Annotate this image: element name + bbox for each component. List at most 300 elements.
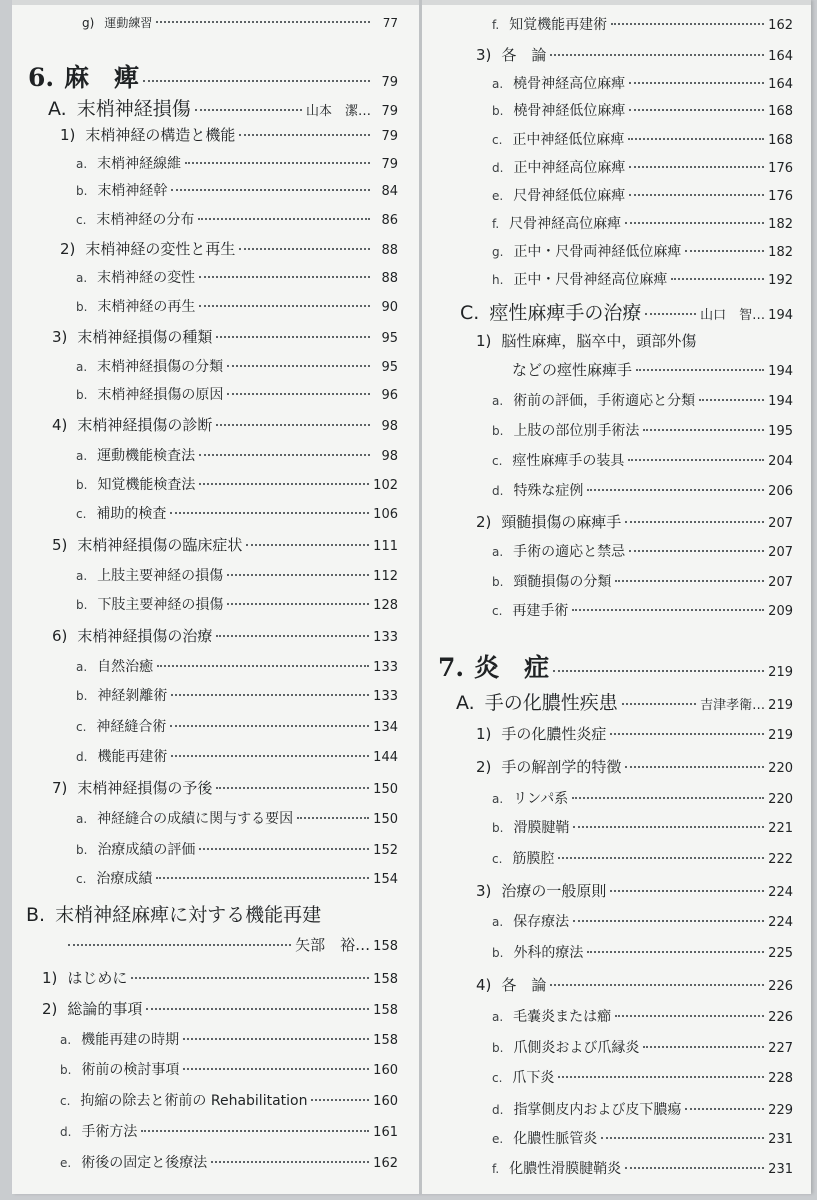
toc-entry — [76, 180, 398, 200]
entry-page-number: 164 — [768, 77, 793, 92]
toc-entry — [492, 213, 793, 233]
entry-page-number: 79 — [381, 104, 398, 119]
entry-number: c. — [492, 1071, 503, 1085]
dot-leader — [227, 603, 369, 605]
toc-entry — [76, 656, 398, 676]
entry-title: などの痙性麻痺手 — [512, 361, 633, 379]
dot-leader — [216, 424, 370, 426]
entry-number: 3) — [476, 882, 492, 900]
entry-title: 治療の一般原則 — [501, 882, 607, 900]
entry-page-number: 194 — [768, 394, 793, 409]
entry-title: 知覚機能再建術 — [509, 17, 608, 33]
entry-title: 筋膜腔 — [512, 851, 555, 867]
toc-entry — [476, 880, 793, 901]
entry-title: 正中・尺骨神経高位麻痺 — [513, 272, 668, 288]
entry-page-number: 158 — [373, 1003, 398, 1018]
dot-leader — [615, 580, 764, 582]
toc-entry — [476, 974, 793, 995]
dot-leader — [216, 635, 369, 637]
entry-page-number: 194 — [768, 308, 793, 323]
entry-title: 手の化膿性炎症 — [501, 725, 607, 743]
entry-number: b. — [76, 843, 88, 857]
dot-leader — [573, 826, 764, 828]
entry-number: f. — [492, 1162, 500, 1176]
entry-title: 運動機能検査法 — [97, 448, 196, 464]
entry-number: 1) — [476, 725, 492, 743]
toc-entry — [492, 450, 793, 470]
dot-leader — [199, 454, 370, 456]
dot-leader — [550, 54, 764, 56]
toc-entry — [492, 73, 793, 93]
toc-entry — [42, 967, 398, 988]
entry-number: b. — [492, 1041, 504, 1055]
entry-title: 神経縫合術 — [96, 719, 167, 735]
entry-number: A. — [456, 692, 475, 714]
entry-number: 2) — [42, 1000, 58, 1018]
entry-title: 橈骨神経高位麻痺 — [513, 76, 626, 92]
toc-entry — [76, 209, 398, 229]
entry-number: a. — [492, 394, 504, 408]
toc-entry — [76, 474, 398, 494]
entry-title: 頸髄損傷の麻痺手 — [501, 513, 622, 531]
dot-leader — [671, 278, 764, 280]
entry-title: 末梢神経の分布 — [96, 212, 195, 228]
entry-page-number: 224 — [768, 885, 793, 900]
dot-leader — [171, 755, 369, 757]
entry-number: 2) — [60, 240, 76, 258]
dot-leader — [157, 665, 369, 667]
toc-entry — [76, 384, 398, 404]
entry-title: 保存療法 — [513, 914, 570, 930]
toc-entry — [60, 1059, 398, 1079]
toc-entry — [512, 359, 793, 380]
toc-entry — [26, 900, 352, 927]
entry-number: 1) — [60, 126, 76, 144]
entry-page-number: 79 — [381, 75, 398, 90]
entry-title: 末梢神経損傷 — [76, 98, 191, 120]
entry-number: c. — [76, 507, 87, 521]
entry-title: 末梢神経線維 — [97, 156, 182, 172]
toc-entry — [492, 848, 793, 868]
dot-leader — [628, 138, 764, 140]
entry-title: 運動練習 — [104, 16, 153, 30]
entry-number: a. — [492, 792, 504, 806]
entry-page-number: 222 — [768, 852, 793, 867]
entry-title: 再建手術 — [512, 603, 569, 619]
toc-entry — [64, 934, 398, 955]
entry-page-number: 194 — [768, 364, 793, 379]
entry-number: 3) — [476, 46, 492, 64]
dot-leader — [628, 459, 764, 461]
toc-entry — [60, 1029, 398, 1049]
entry-author: 山口 智… — [700, 308, 766, 323]
entry-title: 知覚機能検査法 — [97, 477, 196, 493]
entry-number: d. — [76, 750, 88, 764]
toc-entry — [48, 94, 398, 121]
entry-number: b. — [76, 689, 88, 703]
entry-number: a. — [76, 660, 88, 674]
entry-page-number: 144 — [373, 750, 398, 765]
entry-author: 吉津孝衛… — [700, 698, 766, 713]
toc-entry — [76, 839, 398, 859]
dot-leader — [601, 1137, 764, 1139]
entry-page-number: 195 — [768, 424, 793, 439]
entry-number: e. — [492, 189, 504, 203]
dot-leader — [156, 21, 370, 23]
book-page — [12, 0, 811, 1194]
entry-title: 指掌側皮内および皮下膿瘍 — [513, 1102, 682, 1118]
entry-title: 手の化膿性疾患 — [484, 692, 618, 714]
entry-page-number: 224 — [768, 915, 793, 930]
dot-leader — [645, 313, 696, 315]
entry-number: c. — [492, 604, 503, 618]
entry-page-number: 112 — [373, 569, 398, 584]
toc-entry — [76, 808, 398, 828]
entry-author: 矢部 裕… — [295, 936, 371, 954]
toc-entry — [476, 756, 793, 777]
entry-page-number: 134 — [373, 720, 398, 735]
entry-number: 2) — [476, 513, 492, 531]
entry-page-number: 192 — [768, 273, 793, 288]
entry-title: 治療成績の評価 — [97, 842, 196, 858]
entry-number: e. — [60, 1156, 72, 1170]
dot-leader — [685, 1108, 764, 1110]
entry-number: b. — [492, 575, 504, 589]
entry-page-number: 168 — [768, 133, 793, 148]
dot-leader — [227, 574, 369, 576]
toc-entry — [52, 414, 398, 435]
entry-title: 橈骨神経低位麻痺 — [513, 103, 626, 119]
entry-number: f. — [492, 18, 500, 32]
dot-leader — [171, 694, 369, 696]
entry-page-number: 207 — [768, 545, 793, 560]
dot-leader — [610, 890, 764, 892]
toc-entry — [492, 100, 793, 120]
dot-leader — [68, 944, 291, 946]
dot-leader — [615, 1015, 764, 1017]
toc-entry — [492, 14, 793, 34]
dot-leader — [550, 984, 764, 986]
entry-page-number: 128 — [373, 598, 398, 613]
entry-number: d. — [492, 1103, 504, 1117]
dot-leader — [297, 817, 369, 819]
entry-number: a. — [60, 1033, 72, 1047]
entry-title: 爪下炎 — [512, 1070, 555, 1086]
dot-leader — [558, 1076, 764, 1078]
entry-number: b. — [76, 478, 88, 492]
entry-number: 4) — [52, 416, 68, 434]
toc-entry — [52, 534, 398, 555]
toc-entry — [82, 14, 398, 31]
entry-page-number: 86 — [381, 213, 398, 228]
toc-entry — [492, 420, 793, 440]
toc-entry — [438, 648, 793, 684]
dot-leader — [611, 23, 764, 25]
entry-page-number: 182 — [768, 217, 793, 232]
entry-title: 末梢神経損傷の予後 — [77, 779, 213, 797]
toc-entry — [492, 1099, 793, 1119]
entry-page-number: 88 — [381, 271, 398, 286]
toc-entry — [42, 998, 398, 1019]
entry-page-number: 158 — [373, 939, 398, 954]
dot-leader — [625, 521, 764, 523]
entry-number: 4) — [476, 976, 492, 994]
dot-leader — [171, 189, 370, 191]
entry-page-number: 84 — [381, 184, 398, 199]
entry-number: 5) — [52, 536, 68, 554]
entry-page-number: 111 — [373, 539, 398, 554]
entry-number: b. — [492, 104, 504, 118]
entry-number: b. — [76, 184, 88, 198]
entry-number: a. — [492, 545, 504, 559]
entry-title: 頸髄損傷の分類 — [513, 574, 612, 590]
toc-entry — [492, 1067, 793, 1087]
dot-leader — [572, 797, 764, 799]
dot-leader — [216, 787, 369, 789]
entry-page-number: 229 — [768, 1103, 793, 1118]
dot-leader — [625, 766, 764, 768]
entry-number: b. — [76, 388, 88, 402]
entry-title: 麻 痺 — [64, 63, 140, 92]
entry-title: 特殊な症例 — [513, 483, 584, 499]
entry-title: 拘縮の除去と術前の Rehabilitation — [80, 1093, 308, 1109]
dot-leader — [146, 1008, 369, 1010]
dot-leader — [183, 1038, 369, 1040]
entry-title: 神経剝離術 — [97, 688, 168, 704]
toc-entry — [456, 688, 793, 715]
entry-title: 術後の固定と後療法 — [81, 1155, 208, 1171]
toc-entry — [492, 1006, 793, 1026]
toc-entry — [492, 480, 793, 500]
entry-page-number: 227 — [768, 1041, 793, 1056]
dot-leader — [143, 80, 370, 82]
toc-entry — [60, 1121, 398, 1141]
entry-title: 末梢神経損傷の治療 — [77, 627, 213, 645]
dot-leader — [629, 194, 764, 196]
entry-page-number: 231 — [768, 1132, 793, 1147]
entry-number: 7) — [52, 779, 68, 797]
dot-leader — [227, 393, 370, 395]
entry-title: はじめに — [67, 969, 128, 987]
entry-number: A. — [48, 98, 67, 120]
toc-entry — [60, 1090, 398, 1110]
toc-entry — [492, 1158, 793, 1178]
toc-entry — [52, 777, 398, 798]
entry-title: 尺骨神経低位麻痺 — [513, 188, 626, 204]
dot-leader — [199, 483, 369, 485]
entry-number: c. — [76, 720, 87, 734]
entry-number: 2) — [476, 758, 492, 776]
entry-page-number: 182 — [768, 245, 793, 260]
entry-page-number: 106 — [373, 507, 398, 522]
entry-title: リンパ系 — [513, 791, 569, 807]
entry-number: b. — [492, 946, 504, 960]
entry-number: a. — [76, 449, 88, 463]
column-divider — [419, 0, 422, 1194]
toc-entry — [76, 594, 398, 614]
dot-leader — [636, 369, 764, 371]
entry-page-number: 162 — [768, 18, 793, 33]
toc-entry — [476, 511, 793, 532]
entry-number: a. — [492, 1010, 504, 1024]
toc-entry — [492, 942, 793, 962]
entry-title: 上肢の部位別手術法 — [513, 423, 640, 439]
entry-page-number: 164 — [768, 49, 793, 64]
entry-number: e. — [492, 1132, 504, 1146]
entry-title: 末梢神経の変性 — [97, 270, 196, 286]
toc-entry — [492, 390, 793, 410]
entry-number: 7. — [438, 653, 465, 682]
dot-leader — [216, 336, 370, 338]
dot-leader — [170, 512, 369, 514]
toc-entry — [476, 723, 793, 744]
entry-page-number: 152 — [373, 843, 398, 858]
entry-page-number: 79 — [381, 129, 398, 144]
entry-title: 正中・尺骨両神経低位麻痺 — [513, 244, 682, 260]
dot-leader — [239, 134, 370, 136]
entry-number: a. — [76, 569, 88, 583]
entry-page-number: 98 — [381, 449, 398, 464]
entry-page-number: 207 — [768, 575, 793, 590]
toc-entry — [76, 685, 398, 705]
entry-number: a. — [492, 77, 504, 91]
entry-title: 毛嚢炎または癤 — [513, 1009, 612, 1025]
toc-left-column — [12, 0, 412, 1194]
entry-page-number: 219 — [768, 665, 793, 680]
toc-entry — [76, 267, 398, 287]
dot-leader — [572, 609, 764, 611]
entry-number: a. — [76, 157, 88, 171]
toc-entry — [76, 503, 398, 523]
dot-leader — [558, 857, 764, 859]
entry-title: 機能再建の時期 — [81, 1032, 180, 1048]
toc-entry — [28, 58, 398, 94]
toc-entry — [492, 571, 793, 591]
toc-entry — [52, 625, 398, 646]
entry-title: 各 論 — [501, 976, 547, 994]
entry-title: 化膿性滑膜腱鞘炎 — [509, 1161, 622, 1177]
dot-leader — [246, 544, 369, 546]
toc-entry — [76, 153, 398, 173]
entry-page-number: 228 — [768, 1071, 793, 1086]
dot-leader — [629, 82, 764, 84]
entry-number: b. — [492, 424, 504, 438]
entry-title: 痙性麻痺手の装具 — [512, 453, 625, 469]
entry-number: f. — [492, 217, 500, 231]
entry-page-number: 209 — [768, 604, 793, 619]
entry-page-number: 226 — [768, 979, 793, 994]
dot-leader — [643, 429, 764, 431]
dot-leader — [629, 166, 764, 168]
entry-number: c. — [492, 454, 503, 468]
dot-leader — [553, 670, 764, 672]
dot-leader — [170, 725, 369, 727]
entry-page-number: 176 — [768, 189, 793, 204]
entry-title: 尺骨神経高位麻痺 — [509, 216, 622, 232]
entry-title: 術前の評価，手術適応と分類 — [513, 393, 696, 409]
entry-page-number: 79 — [381, 157, 398, 172]
entry-number: 1) — [476, 332, 492, 350]
entry-page-number: 161 — [373, 1125, 398, 1140]
entry-number: d. — [492, 161, 504, 175]
dot-leader — [199, 848, 369, 850]
entry-page-number: 102 — [373, 478, 398, 493]
dot-leader — [629, 550, 764, 552]
entry-number: c. — [76, 872, 87, 886]
dot-leader — [198, 218, 370, 220]
dot-leader — [610, 733, 764, 735]
dot-leader — [141, 1130, 369, 1132]
entry-title: 炎 症 — [474, 653, 550, 682]
entry-page-number: 98 — [381, 419, 398, 434]
entry-title: 末梢神経損傷の臨床症状 — [77, 536, 243, 554]
dot-leader — [573, 920, 764, 922]
entry-title: 末梢神経損傷の診断 — [77, 416, 213, 434]
dot-leader — [643, 1046, 764, 1048]
dot-leader — [199, 276, 370, 278]
toc-entry — [492, 817, 793, 837]
entry-number: g) — [82, 16, 95, 30]
dot-leader — [685, 250, 764, 252]
toc-entry — [492, 1128, 793, 1148]
entry-number: h. — [492, 273, 504, 287]
entry-page-number: 77 — [382, 16, 398, 30]
entry-page-number: 158 — [373, 1033, 398, 1048]
entry-page-number: 133 — [373, 689, 398, 704]
dot-leader — [587, 951, 764, 953]
entry-page-number: 158 — [373, 972, 398, 987]
entry-title: 正中神経低位麻痺 — [512, 132, 625, 148]
entry-title: 末梢神経麻痺に対する機能再建 — [55, 904, 322, 926]
entry-number: C. — [460, 302, 480, 324]
entry-number: b. — [60, 1063, 72, 1077]
dot-leader — [587, 489, 764, 491]
entry-title: 手の解剖学的特徴 — [501, 758, 622, 776]
entry-title: 脳性麻痺，脳卒中，頭部外傷 — [501, 332, 697, 350]
entry-title: 機能再建術 — [97, 749, 168, 765]
entry-number: b. — [76, 598, 88, 612]
toc-entry — [76, 565, 398, 585]
entry-page-number: 133 — [373, 630, 398, 645]
entry-page-number: 220 — [768, 792, 793, 807]
entry-number: 1) — [42, 969, 58, 987]
entry-title: 末梢神経の構造と機能 — [85, 126, 236, 144]
entry-title: 治療成績 — [96, 871, 153, 887]
toc-entry — [492, 788, 793, 808]
entry-page-number: 206 — [768, 484, 793, 499]
entry-number: 6. — [28, 63, 55, 92]
toc-entry — [492, 129, 793, 149]
entry-title: 各 論 — [501, 46, 547, 64]
entry-page-number: 219 — [768, 728, 793, 743]
toc-entry — [52, 326, 398, 347]
toc-entry — [492, 600, 793, 620]
toc-entry — [476, 44, 793, 65]
entry-number: 6) — [52, 627, 68, 645]
entry-page-number: 226 — [768, 1010, 793, 1025]
entry-title: 末梢神経の変性と再生 — [85, 240, 236, 258]
dot-leader — [625, 222, 764, 224]
entry-page-number: 219 — [768, 698, 793, 713]
entry-author: 山本 潔… — [305, 104, 371, 119]
toc-entry — [492, 157, 793, 177]
dot-leader — [311, 1099, 369, 1101]
toc-right-column — [424, 0, 811, 1194]
dot-leader — [625, 1167, 764, 1169]
toc-entry — [76, 716, 398, 736]
entry-number: c. — [492, 852, 503, 866]
entry-title: 術前の検討事項 — [81, 1062, 180, 1078]
